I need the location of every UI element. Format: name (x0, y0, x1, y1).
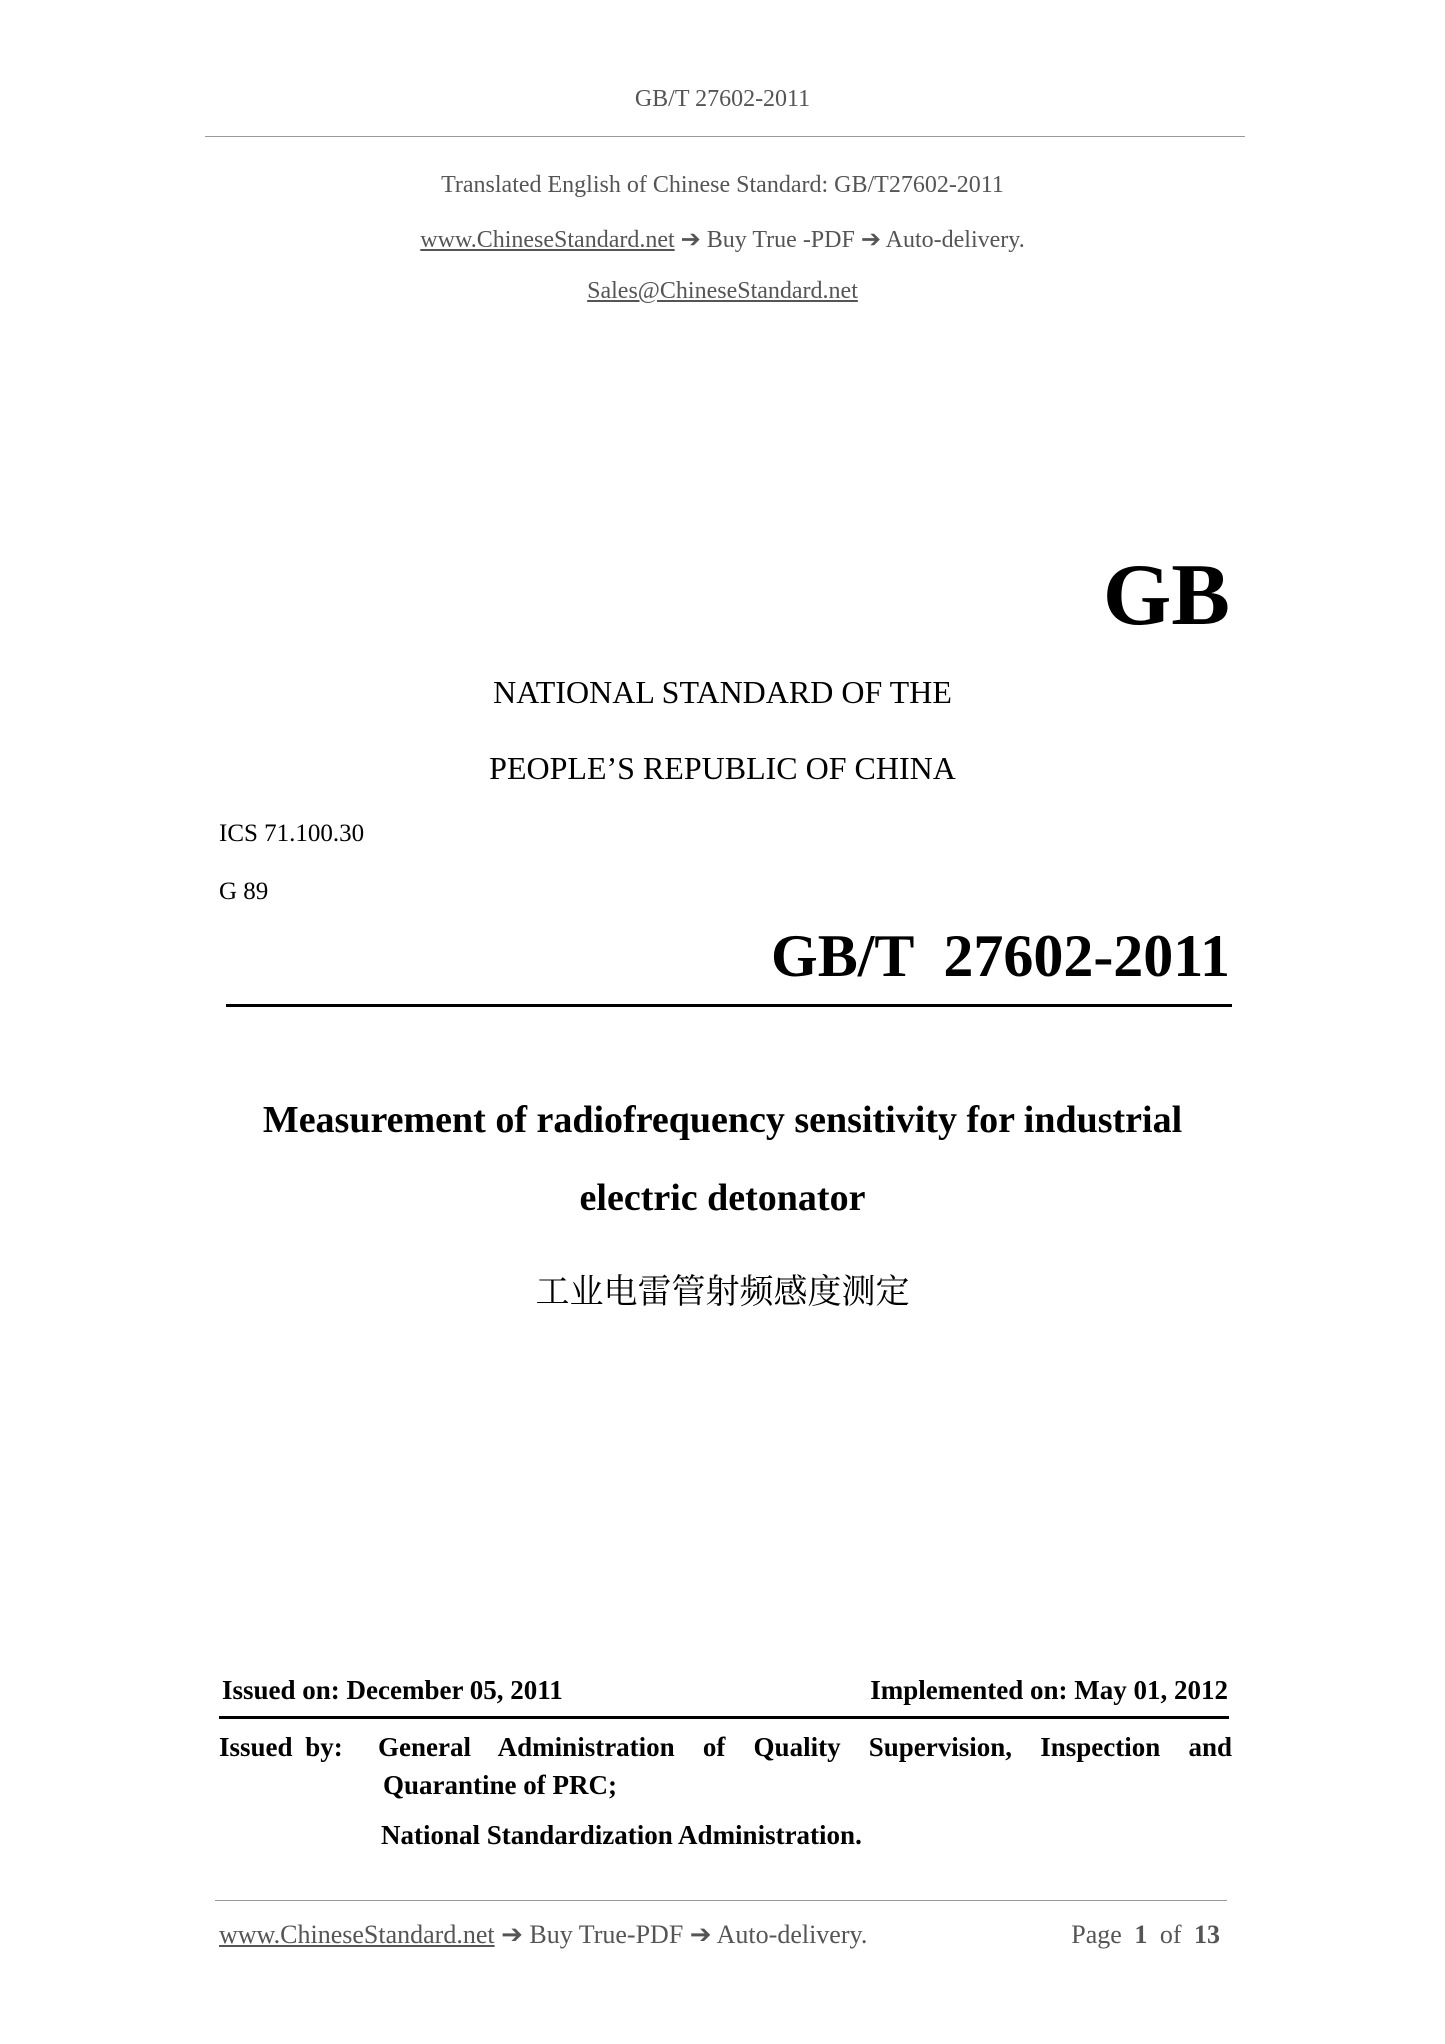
issuer-org1-line2: Quarantine of PRC; (383, 1770, 617, 1800)
dates-rule (219, 1716, 1229, 1719)
arrow-icon: ➔ (680, 227, 701, 253)
issued-by-label: Issued by: (219, 1732, 343, 1762)
ics-code: ICS 71.100.30 (219, 820, 365, 847)
page-current: 1 (1134, 1920, 1148, 1949)
footer-buy-text: Buy True-PDF (522, 1920, 690, 1949)
footer-delivery-text: Auto-delivery. (711, 1920, 868, 1949)
issuer-org2: National Standardization Administration. (381, 1820, 862, 1850)
arrow-icon: ➔ (501, 1920, 523, 1949)
standard-number: GB/T 27602-2011 (771, 923, 1230, 989)
page-total: 13 (1194, 1920, 1220, 1949)
footer-site-link[interactable]: www.ChineseStandard.net (219, 1920, 495, 1949)
title-rule (226, 1004, 1232, 1007)
of-word: of (1159, 1920, 1182, 1949)
issuer-org1-line1: General Administration of Quality Supervision, Inspection and (378, 1732, 1232, 1762)
site-link[interactable]: www.ChineseStandard.net (420, 227, 675, 253)
arrow-icon: ➔ (689, 1920, 712, 1949)
title-zh: 工业电雷管射频感度测定 (535, 1272, 910, 1312)
page-word: Page (1071, 1920, 1122, 1949)
delivery-text: Auto-delivery. (880, 227, 1025, 253)
footer-promo (219, 1920, 867, 1950)
national-standard-line2: PEOPLE’S REPUBLIC OF CHINA (489, 750, 956, 786)
buy-text: Buy True -PDF (700, 227, 861, 253)
promo-buy-line (0, 225, 1445, 254)
ccs-code: G 89 (219, 878, 269, 905)
sales-email-link[interactable]: Sales@ChineseStandard.net (587, 278, 858, 304)
issued-on-date: Issued on: December 05, 2011 (222, 1675, 563, 1705)
title-en-line1: Measurement of radiofrequency sensitivity for industrial (262, 1099, 1183, 1141)
page-indicator (1071, 1920, 1220, 1950)
gb-mark: GB (1102, 547, 1230, 644)
arrow-icon: ➔ (860, 227, 881, 253)
footer-divider (215, 1900, 1227, 1901)
header-divider (205, 136, 1245, 137)
title-en-line2: electric detonator (579, 1177, 866, 1219)
national-standard-line1: NATIONAL STANDARD OF THE (493, 674, 952, 710)
running-header: GB/T 27602-2011 (634, 86, 811, 112)
promo-line: Translated English of Chinese Standard: GB/T27602-2011 (441, 172, 1004, 198)
implemented-on-date: Implemented on: May 01, 2012 (870, 1675, 1228, 1705)
